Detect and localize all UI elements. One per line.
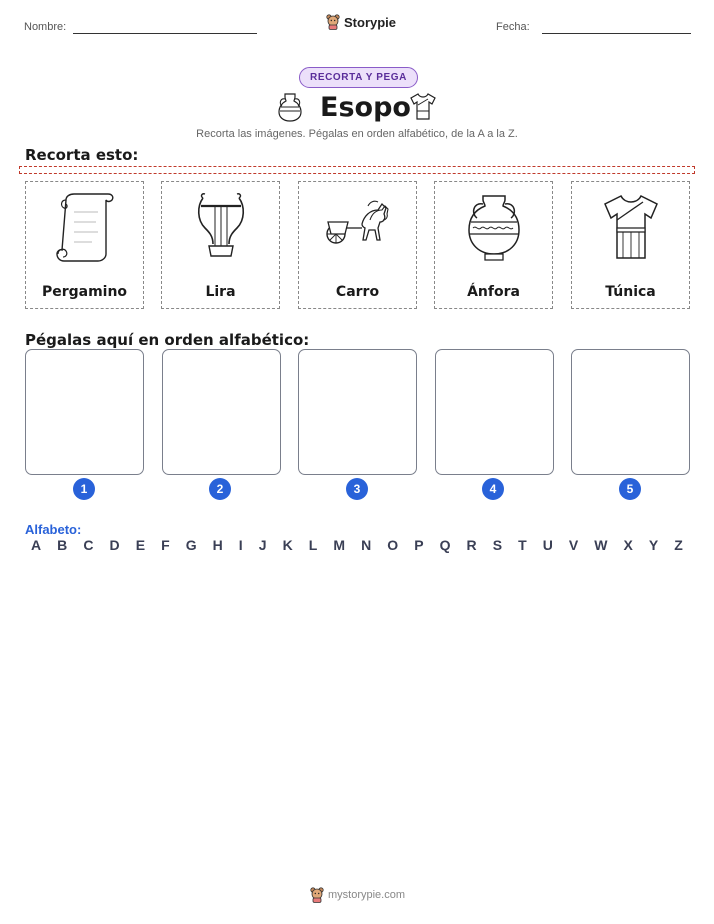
alphabet-letter: X	[623, 537, 633, 553]
alphabet-letter: Z	[674, 537, 683, 553]
cutout-card-lira[interactable]	[161, 181, 280, 309]
card-label: Túnica	[605, 284, 656, 300]
tunic-icon	[599, 192, 663, 262]
alphabet-heading: Alfabeto:	[25, 522, 82, 537]
brand-logo	[326, 14, 396, 30]
alphabet-letter: T	[518, 537, 527, 553]
cutout-card-tunica[interactable]	[571, 181, 690, 309]
alphabet-letter: P	[414, 537, 424, 553]
alphabet-letter: S	[492, 537, 503, 553]
alphabet-letter: K	[282, 537, 293, 553]
name-line[interactable]	[73, 33, 257, 34]
alphabet-letter: C	[83, 537, 94, 553]
number-badge-3: 3	[346, 478, 368, 500]
tunic-icon	[409, 92, 437, 122]
paste-box-4[interactable]	[435, 349, 554, 475]
amphora-icon	[276, 91, 304, 123]
footer-url[interactable]: mystorypie.com	[328, 889, 406, 901]
alphabet-letter: B	[57, 537, 68, 553]
paste-box-5[interactable]	[571, 349, 690, 475]
cutout-card-carro[interactable]	[298, 181, 417, 309]
date-label: Fecha:	[496, 21, 530, 33]
cut-heading: Recorta esto:	[25, 146, 139, 164]
bear-mascot-icon	[310, 887, 324, 903]
paste-box-2[interactable]	[162, 349, 281, 475]
paste-heading: Pégalas aquí en orden alfabético:	[25, 331, 310, 349]
name-label: Nombre:	[24, 21, 67, 33]
bear-mascot-icon	[326, 14, 340, 30]
cut-line	[19, 166, 695, 174]
alphabet-letter: Q	[439, 537, 451, 553]
alphabet-letter: N	[361, 537, 372, 553]
alphabet-letter: O	[387, 537, 399, 553]
number-badge-1: 1	[73, 478, 95, 500]
alphabet-letter: F	[161, 537, 170, 553]
alphabet-letter: D	[109, 537, 120, 553]
alphabet-letter: G	[185, 537, 197, 553]
alphabet-letter: M	[333, 537, 346, 553]
footer	[310, 887, 405, 903]
amphora-icon	[463, 192, 525, 264]
alphabet-letter: A	[31, 537, 42, 553]
alphabet-row	[31, 537, 683, 553]
alphabet-letter: I	[238, 537, 243, 553]
chariot-icon	[322, 196, 394, 256]
instructions: Recorta las imágenes. Pégalas en orden alfabético, de la A a la Z.	[196, 128, 518, 140]
card-label: Pergamino	[41, 284, 128, 300]
scroll-icon	[54, 192, 116, 264]
alphabet-letter: U	[542, 537, 553, 553]
lyre-icon	[191, 192, 251, 264]
alphabet-letter: Y	[648, 537, 659, 553]
cutout-card-pergamino[interactable]	[25, 181, 144, 309]
brand-name: Storypie	[344, 14, 397, 30]
activity-badge: RECORTA Y PEGA	[299, 67, 418, 88]
date-line[interactable]	[542, 33, 691, 34]
alphabet-letter: E	[135, 537, 146, 553]
cutout-card-anfora[interactable]	[434, 181, 553, 309]
paste-box-3[interactable]	[298, 349, 417, 475]
alphabet-letter: W	[594, 537, 608, 553]
paste-box-1[interactable]	[25, 349, 144, 475]
card-label: Ánfora	[467, 284, 520, 300]
card-label: Lira	[205, 284, 236, 300]
alphabet-letter: H	[212, 537, 223, 553]
number-badge-4: 4	[482, 478, 504, 500]
number-badge-5: 5	[619, 478, 641, 500]
alphabet-letter: R	[466, 537, 477, 553]
alphabet-letter: V	[568, 537, 579, 553]
page-title: Esopo	[320, 92, 411, 123]
alphabet-letter: L	[308, 537, 318, 553]
number-badge-2: 2	[209, 478, 231, 500]
alphabet-letter: J	[258, 537, 267, 553]
card-label: Carro	[335, 284, 380, 300]
